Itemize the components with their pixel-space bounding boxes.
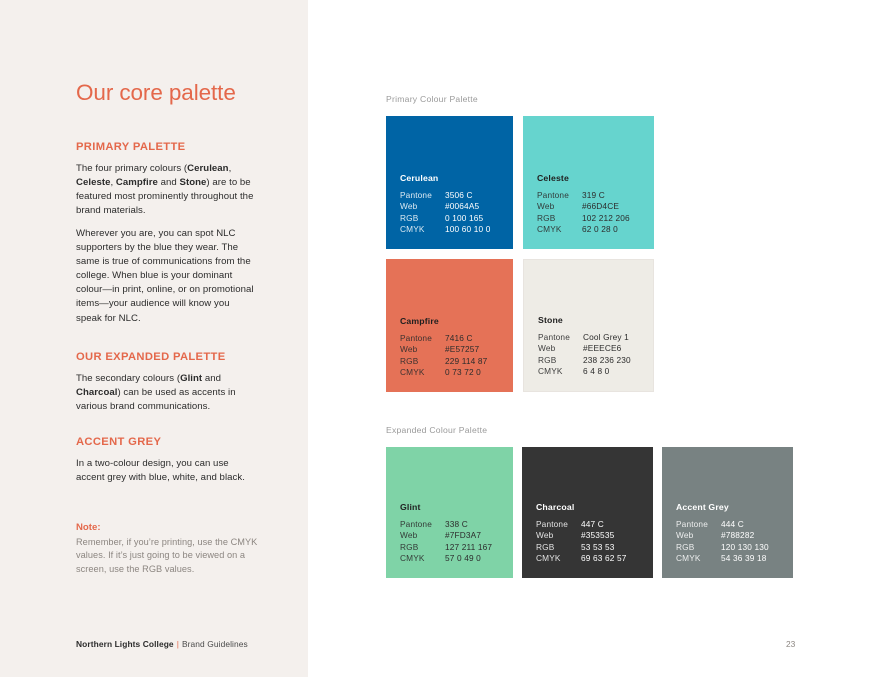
spec-key: RGB xyxy=(400,355,419,366)
swatch-spec-row xyxy=(537,213,646,225)
color-swatch-stone xyxy=(523,259,654,392)
swatch-spec-row xyxy=(676,553,785,565)
swatch-spec-row xyxy=(536,530,645,542)
swatch-spec-row xyxy=(400,344,505,356)
page-number: 23 xyxy=(786,639,796,649)
swatch-spec-row xyxy=(537,201,646,213)
color-swatch-cerulean xyxy=(386,116,513,249)
spec-key: CMYK xyxy=(400,553,425,564)
spec-key: RGB xyxy=(536,541,555,552)
section-heading-primary-palette: PRIMARY PALETTE xyxy=(76,141,186,153)
spec-key: Web xyxy=(400,201,418,212)
color-swatch-campfire xyxy=(386,259,513,392)
spec-value: 6 4 8 0 xyxy=(583,366,610,377)
spec-value: 100 60 10 0 xyxy=(445,224,491,235)
spec-value: 53 53 53 xyxy=(581,541,615,552)
color-swatch-glint xyxy=(386,447,513,578)
spec-key: RGB xyxy=(538,354,557,365)
swatch-spec-row xyxy=(536,519,645,531)
spec-key: Pantone xyxy=(538,331,570,342)
spec-value: 238 236 230 xyxy=(583,354,631,365)
footer xyxy=(76,639,248,649)
spec-key: Pantone xyxy=(536,518,568,529)
swatch-name: Campfire xyxy=(400,315,439,326)
spec-value: #E57257 xyxy=(445,344,480,355)
swatch-spec-row xyxy=(676,530,785,542)
spec-value: 120 130 130 xyxy=(721,541,769,552)
spec-value: #7FD3A7 xyxy=(445,530,482,541)
swatch-spec-row xyxy=(400,530,505,542)
spec-value: 338 C xyxy=(445,518,468,529)
swatch-spec-row xyxy=(400,542,505,554)
swatch-spec-row xyxy=(400,553,505,565)
swatch-spec-row xyxy=(538,332,645,344)
spec-value: 229 114 87 xyxy=(445,355,488,366)
palette-label-expanded: Expanded Colour Palette xyxy=(386,425,488,435)
swatch-name: Charcoal xyxy=(536,501,575,512)
section-heading-accent-grey: ACCENT GREY xyxy=(76,436,162,448)
swatch-name: Celeste xyxy=(537,172,569,183)
swatch-name: Accent Grey xyxy=(676,501,729,512)
spec-value: 7416 C xyxy=(445,332,473,343)
spec-value: 0 100 165 xyxy=(445,212,484,223)
note-label: Note: xyxy=(76,522,101,533)
spec-value: 3506 C xyxy=(445,189,473,200)
spec-value: 127 211 167 xyxy=(445,541,493,552)
spec-key: CMYK xyxy=(536,553,561,564)
paragraph-primary-palette-2: Wherever you are, you can spot NLC supporters by the blue they wear. The same is true of communications from the college. When blue is your dominant colour—in print, online, or on promotional items—your audience will know you speak for NLC. xyxy=(76,228,254,324)
swatch-spec-row xyxy=(400,213,505,225)
spec-key: RGB xyxy=(400,212,419,223)
left-sidebar-panel xyxy=(0,0,308,677)
swatch-spec-row xyxy=(400,367,505,379)
swatch-spec-row xyxy=(536,553,645,565)
spec-value: 447 C xyxy=(581,518,604,529)
spec-key: CMYK xyxy=(400,224,425,235)
swatch-spec-row xyxy=(538,355,645,367)
swatch-spec-row xyxy=(400,201,505,213)
spec-value: 69 63 62 57 xyxy=(581,553,627,564)
spec-key: Pantone xyxy=(537,189,569,200)
swatch-spec-row xyxy=(538,343,645,355)
spec-key: CMYK xyxy=(537,224,562,235)
footer-document-title: Brand Guidelines xyxy=(181,639,248,649)
swatch-spec-row xyxy=(400,224,505,236)
swatch-spec-row xyxy=(676,542,785,554)
paragraph-accent-grey: In a two-colour design, you can use accent grey with blue, white, and black. xyxy=(76,458,245,484)
page-title: Our core palette xyxy=(76,80,236,105)
spec-key: Web xyxy=(536,530,554,541)
spec-key: RGB xyxy=(400,541,419,552)
spec-key: CMYK xyxy=(400,367,425,378)
color-swatch-accent-grey xyxy=(662,447,793,578)
spec-key: Pantone xyxy=(400,518,432,529)
swatch-spec-row xyxy=(537,190,646,202)
paragraph-expanded-palette: The secondary colours (Glint and Charcoal) can be used as accents in various brand communications. xyxy=(76,373,236,413)
spec-value: #0064A5 xyxy=(445,201,480,212)
spec-key: RGB xyxy=(537,212,556,223)
spec-key: Pantone xyxy=(676,518,708,529)
swatch-spec-row xyxy=(538,366,645,378)
swatch-spec-row xyxy=(400,333,505,345)
spec-value: #66D4CE xyxy=(582,201,620,212)
spec-key: Web xyxy=(537,201,555,212)
spec-value: 319 C xyxy=(582,189,605,200)
spec-value: #788282 xyxy=(721,530,755,541)
swatch-spec-row xyxy=(676,519,785,531)
swatch-spec-row xyxy=(400,356,505,368)
spec-value: Cool Grey 1 xyxy=(583,331,629,342)
swatch-spec-row xyxy=(536,542,645,554)
spec-value: 0 73 72 0 xyxy=(445,367,481,378)
spec-value: 57 0 49 0 xyxy=(445,553,481,564)
spec-key: Web xyxy=(400,530,418,541)
spec-key: CMYK xyxy=(676,553,701,564)
spec-key: CMYK xyxy=(538,366,563,377)
swatch-name: Cerulean xyxy=(400,172,439,183)
spec-value: 54 36 39 18 xyxy=(721,553,767,564)
swatch-name: Stone xyxy=(538,314,563,325)
swatch-spec-row xyxy=(400,519,505,531)
spec-key: Pantone xyxy=(400,332,432,343)
footer-separator: | xyxy=(176,639,179,649)
color-swatch-charcoal xyxy=(522,447,653,578)
note-text: Remember, if you’re printing, use the CMYK values. If it’s just going to be viewed on a screen, use the RGB values. xyxy=(76,537,258,574)
swatch-spec-row xyxy=(537,224,646,236)
spec-key: Web xyxy=(400,344,418,355)
section-heading-expanded-palette: OUR EXPANDED PALETTE xyxy=(76,351,226,363)
color-swatch-celeste xyxy=(523,116,654,249)
spec-key: Web xyxy=(538,343,556,354)
spec-value: 102 212 206 xyxy=(582,212,630,223)
swatch-spec-row xyxy=(400,190,505,202)
paragraph-primary-palette-1: The four primary colours (Cerulean, Celeste, Campfire and Stone) are to be featured most prominently throughout the brand materials. xyxy=(76,163,254,217)
swatch-name: Glint xyxy=(400,501,421,512)
spec-value: #EEECE6 xyxy=(583,343,622,354)
spec-value: 444 C xyxy=(721,518,744,529)
note-block xyxy=(76,521,262,576)
spec-value: 62 0 28 0 xyxy=(582,224,618,235)
spec-key: Pantone xyxy=(400,189,432,200)
spec-key: Web xyxy=(676,530,694,541)
footer-organization: Northern Lights College xyxy=(76,639,174,649)
spec-value: #353535 xyxy=(581,530,615,541)
palette-label-primary: Primary Colour Palette xyxy=(386,94,478,104)
spec-key: RGB xyxy=(676,541,695,552)
